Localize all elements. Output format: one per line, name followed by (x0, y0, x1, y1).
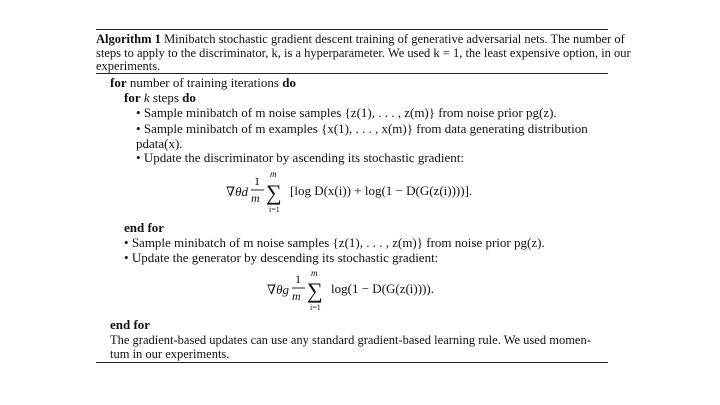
caption-rule (96, 73, 608, 74)
caption-line-1: Minibatch stochastic gradient descent training of generative adversarial nets. The number of (164, 32, 625, 46)
sum-lower-limit: i=1 (269, 205, 280, 214)
outer-loop-header: for number of training iterations do (110, 75, 296, 90)
sum-symbol-icon: ∑ (307, 278, 323, 303)
bullet-icon: • (124, 250, 129, 265)
gen-noise-sample-step: • Sample minibatch of m noise samples {z(1), . . . , z(m)} from noise prior pg(z). (124, 235, 545, 250)
discriminator-gradient-equation (224, 168, 524, 220)
disc-data-sample-step: • Sample minibatch of m examples {x(1), . . . , x(m)} from data generating distribution (136, 121, 588, 136)
equation-body: [log D(x(i)) + log(1 − D(G(z(i))))]. (290, 183, 473, 198)
gen-update-step: • Update the generator by descending its stochastic gradient: (124, 250, 439, 265)
grad-symbol: ∇θd (226, 184, 248, 199)
outer-end-for: end for (110, 317, 151, 332)
top-rule (96, 29, 608, 30)
sum-lower-limit: i=1 (310, 303, 321, 312)
algorithm-label: Algorithm 1 (96, 32, 161, 46)
fraction-denominator: m (251, 191, 260, 205)
grad-symbol: ∇θg (267, 282, 289, 297)
bullet-icon: • (124, 235, 129, 250)
bullet-icon: • (136, 121, 141, 136)
disc-noise-sample-step: • Sample minibatch of m noise samples {z(1), . . . , z(m)} from noise prior pg(z). (136, 105, 557, 120)
bullet-icon: • (136, 105, 141, 120)
inner-end-for: end for (124, 220, 165, 235)
sum-upper-limit: m (311, 268, 318, 278)
inner-loop-header: for k steps do (124, 90, 196, 105)
sum-upper-limit: m (270, 169, 277, 179)
fraction-numerator: 1 (295, 272, 301, 286)
generator-gradient-equation (265, 268, 485, 316)
footnote-line-2: tum in our experiments. (110, 347, 230, 361)
bullet-icon: • (136, 150, 141, 165)
sum-symbol-icon: ∑ (266, 180, 282, 205)
caption-line-2: steps to apply to the discriminator, k, is a hyperparameter. We used k = 1, the least expensive option, in our (96, 46, 631, 60)
disc-data-sample-step-cont: pdata(x). (136, 136, 183, 151)
fraction-numerator: 1 (254, 174, 260, 188)
footnote-line-1: The gradient-based updates can use any standard gradient-based learning rule. We used momen- (110, 333, 591, 347)
caption-line-3: experiments. (96, 59, 161, 73)
bottom-rule (96, 362, 608, 363)
disc-update-step: • Update the discriminator by ascending its stochastic gradient: (136, 150, 465, 165)
equation-body: log(1 − D(G(z(i)))). (331, 281, 434, 296)
fraction-denominator: m (292, 289, 301, 303)
